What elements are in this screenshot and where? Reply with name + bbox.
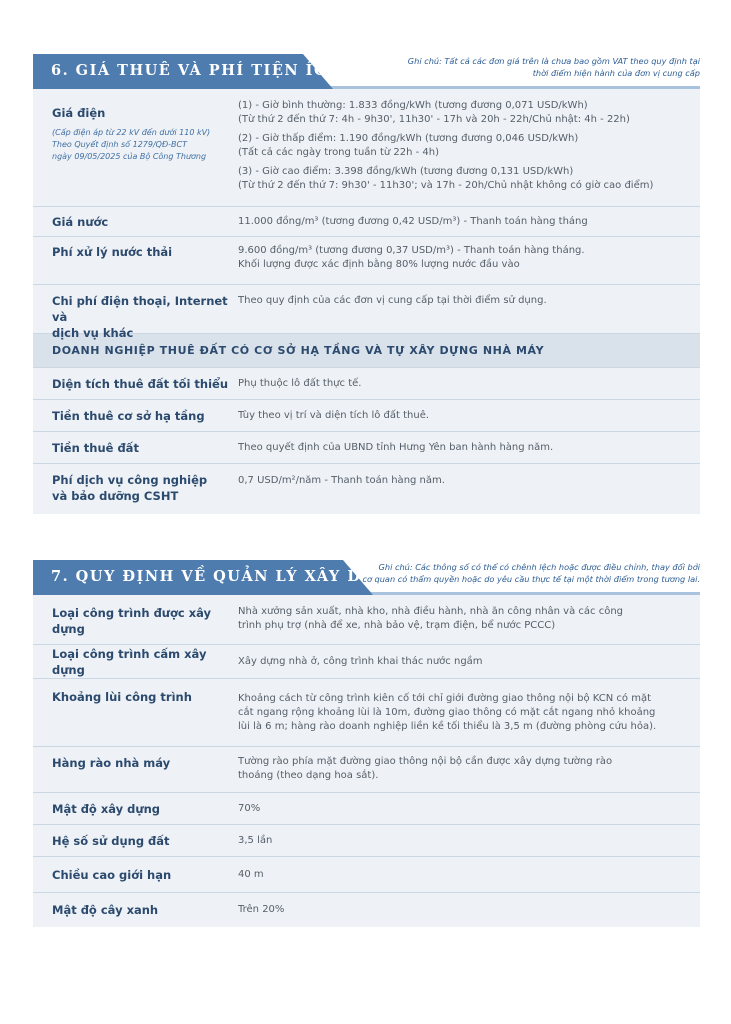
label-sub (52, 127, 238, 163)
row-label (33, 755, 238, 792)
note-line: thời điểm hiện hành của đơn vị cung cấp (532, 68, 700, 78)
row-value: 11.000 đồng/m³ (tương đương 0,42 USD/m³) - Thanh toán hàng tháng (238, 215, 588, 227)
row-label (33, 472, 238, 514)
table-row-prohibited-buildings (33, 645, 700, 679)
row-value: Phụ thuộc lô đất thực tế. (238, 377, 362, 389)
row-label (33, 214, 238, 230)
row-value (238, 99, 700, 206)
table-row-wastewater (33, 237, 700, 285)
section-construction-regulations (33, 560, 700, 927)
tier-line: (1) - Giờ bình thường: 1.833 đồng/kWh (tương đương 0,071 USD/kWh) (238, 100, 588, 111)
table-row-min-land-area (33, 368, 700, 400)
tier-item (238, 99, 692, 127)
label-main: Mật độ cây xanh (52, 903, 159, 917)
table-row-green-density (33, 893, 700, 927)
pricing-table (33, 89, 700, 514)
label-main: Giá điện (52, 106, 106, 120)
tier-line: (Từ thứ 2 đến thứ 7: 4h - 9h30', 11h30' - 17h và 20h - 22h/Chủ nhật: 4h - 22h) (238, 114, 630, 125)
value-line: thoáng (theo dạng hoa sắt). (238, 770, 379, 781)
label-main: Diện tích thuê đất tối thiểu (52, 376, 229, 391)
label-main: Phí dịch vụ công nghiệp (52, 473, 208, 487)
table-row-land-rent (33, 432, 700, 464)
table-subheading: DOANH NGHIỆP THUÊ ĐẤT CÓ CƠ SỞ HẠ TẦNG VÀ TỰ XÂY DỰNG NHÀ MÁY (33, 334, 700, 368)
value-line: Khối lượng được xác định bằng 80% lượng nước đầu vào (238, 259, 520, 270)
row-value: 0,7 USD/m²/năm - Thanh toán hàng năm. (238, 475, 445, 486)
row-value (238, 605, 700, 644)
note-line: cơ quan có thẩm quyền hoặc do yêu cầu thực tế tại một thời điểm trong tương lai. (362, 574, 700, 584)
row-value: Tùy theo vị trí và diện tích lô đất thuê. (238, 409, 430, 421)
row-label (33, 440, 238, 456)
row-value: Theo quyết định của UBND tỉnh Hưng Yên ban hành hàng năm. (238, 441, 554, 453)
table-row-building-density (33, 793, 700, 825)
row-label (33, 689, 238, 746)
regulations-table (33, 595, 700, 927)
row-label (33, 801, 238, 817)
row-value: Xây dựng nhà ở, công trình khai thác nước ngầm (238, 655, 483, 667)
section-header (33, 54, 700, 89)
table-row-water (33, 207, 700, 237)
label-main: Hệ số sử dụng đất (52, 833, 170, 848)
label-main: Tiền thuê cơ sở hạ tầng (52, 408, 205, 423)
table-row-land-use-coefficient (33, 825, 700, 857)
label-main: dịch vụ khác (52, 326, 134, 340)
row-value: 3,5 lần (238, 834, 273, 846)
label-main: Hàng rào nhà máy (52, 756, 171, 770)
row-value (238, 755, 700, 792)
tier-line: (2) - Giờ thấp điểm: 1.190 đồng/kWh (tương đương 0,046 USD/kWh) (238, 133, 579, 144)
section-title: 7. QUY ĐỊNH VỀ QUẢN LÝ XÂY DỰNG (51, 568, 405, 585)
section-note (362, 561, 700, 585)
table-row-infrastructure-rent (33, 400, 700, 432)
table-row-service-fee (33, 464, 700, 514)
note-line: Ghi chú: Các thông số có thể có chênh lệch hoặc được điều chỉnh, thay đổi bởi (378, 562, 700, 572)
tier-item (238, 132, 692, 160)
table-row-telecom (33, 285, 700, 340)
table-row-height-limit (33, 857, 700, 893)
section-title: 6. GIÁ THUÊ VÀ PHÍ TIỆN ÍCH (51, 62, 343, 79)
label-main: Loại công trình cấm xây dựng (52, 646, 207, 677)
tier-line: (3) - Giờ cao điểm: 3.398 đồng/kWh (tương đương 0,131 USD/kWh) (238, 166, 574, 177)
label-main: Chiều cao giới hạn (52, 867, 172, 882)
value-line: Nhà xưởng sản xuất, nhà kho, nhà điều hành, nhà ăn công nhân và các công (238, 606, 623, 617)
value-line: cắt ngang rộng khoảng lùi là 10m, đường giao thông có mặt cắt ngang nhỏ khoảng (238, 707, 656, 718)
section-header (33, 560, 700, 595)
row-value: Theo quy định của các đơn vị cung cấp tại thời điểm sử dụng. (238, 295, 547, 306)
value-line: Tường rào phía mặt đường giao thông nội bộ cần được xây dựng tường rào (238, 756, 613, 767)
row-value (238, 689, 700, 746)
table-row-setback (33, 679, 700, 747)
row-label (33, 605, 238, 644)
row-value: 40 m (238, 868, 264, 880)
label-main: Chi phí điện thoại, Internet và (52, 294, 228, 324)
tier-item (238, 165, 692, 193)
section-utilities-pricing (33, 54, 700, 514)
row-label (33, 902, 238, 918)
table-row-electricity (33, 89, 700, 207)
row-label (33, 244, 238, 284)
label-sub-line: (Cấp điện áp từ 22 kV đến dưới 110 kV) (52, 128, 211, 137)
tier-line: (Từ thứ 2 đến thứ 7: 9h30' - 11h30'; và 17h - 20h/Chủ nhật không có giờ cao điểm) (238, 180, 654, 191)
section-note (408, 55, 700, 79)
label-main: Loại công trình được xây dựng (52, 606, 212, 636)
label-main: Giá nước (52, 214, 109, 229)
row-value (238, 244, 700, 284)
label-sub-line: Theo Quyết định số 1279/QĐ-BCT (52, 140, 188, 149)
value-line: 9.600 đồng/m³ (tương đương 0,37 USD/m³) - Thanh toán hàng tháng. (238, 245, 585, 256)
label-main: Khoảng lùi công trình (52, 690, 192, 704)
row-label (33, 105, 238, 206)
value-line: lùi là 6 m; hàng rào doanh nghiệp liền kề tối thiểu là 3,5 m (đường phòng cứu hỏa). (238, 721, 657, 732)
label-main: Mật độ xây dựng (52, 801, 161, 816)
table-row-permitted-buildings (33, 595, 700, 645)
tier-line: (Tất cả các ngày trong tuần từ 22h - 4h) (238, 147, 440, 158)
label-main: Phí xử lý nước thải (52, 245, 173, 259)
row-label (33, 408, 238, 424)
note-line: Ghi chú: Tất cả các đơn giá trên là chưa bao gồm VAT theo quy định tại (407, 56, 700, 66)
row-value: Trên 20% (238, 904, 285, 915)
row-label (33, 867, 238, 883)
value-line: trình phụ trợ (nhà để xe, nhà bảo vệ, trạm điện, bể nước PCCC) (238, 620, 556, 631)
row-label (33, 376, 238, 392)
label-main: Tiền thuê đất (52, 440, 139, 455)
label-main: và bảo dưỡng CSHT (52, 489, 179, 503)
row-label (33, 833, 238, 849)
value-line: Khoảng cách từ công trình kiên cố tới chỉ giới đường giao thông nội bộ KCN có mặt (238, 693, 652, 704)
row-value: 70% (238, 802, 261, 814)
table-row-fence (33, 747, 700, 793)
label-sub-line: ngày 09/05/2025 của Bộ Công Thương (52, 152, 207, 161)
row-label (33, 646, 238, 678)
row-label (33, 293, 238, 340)
